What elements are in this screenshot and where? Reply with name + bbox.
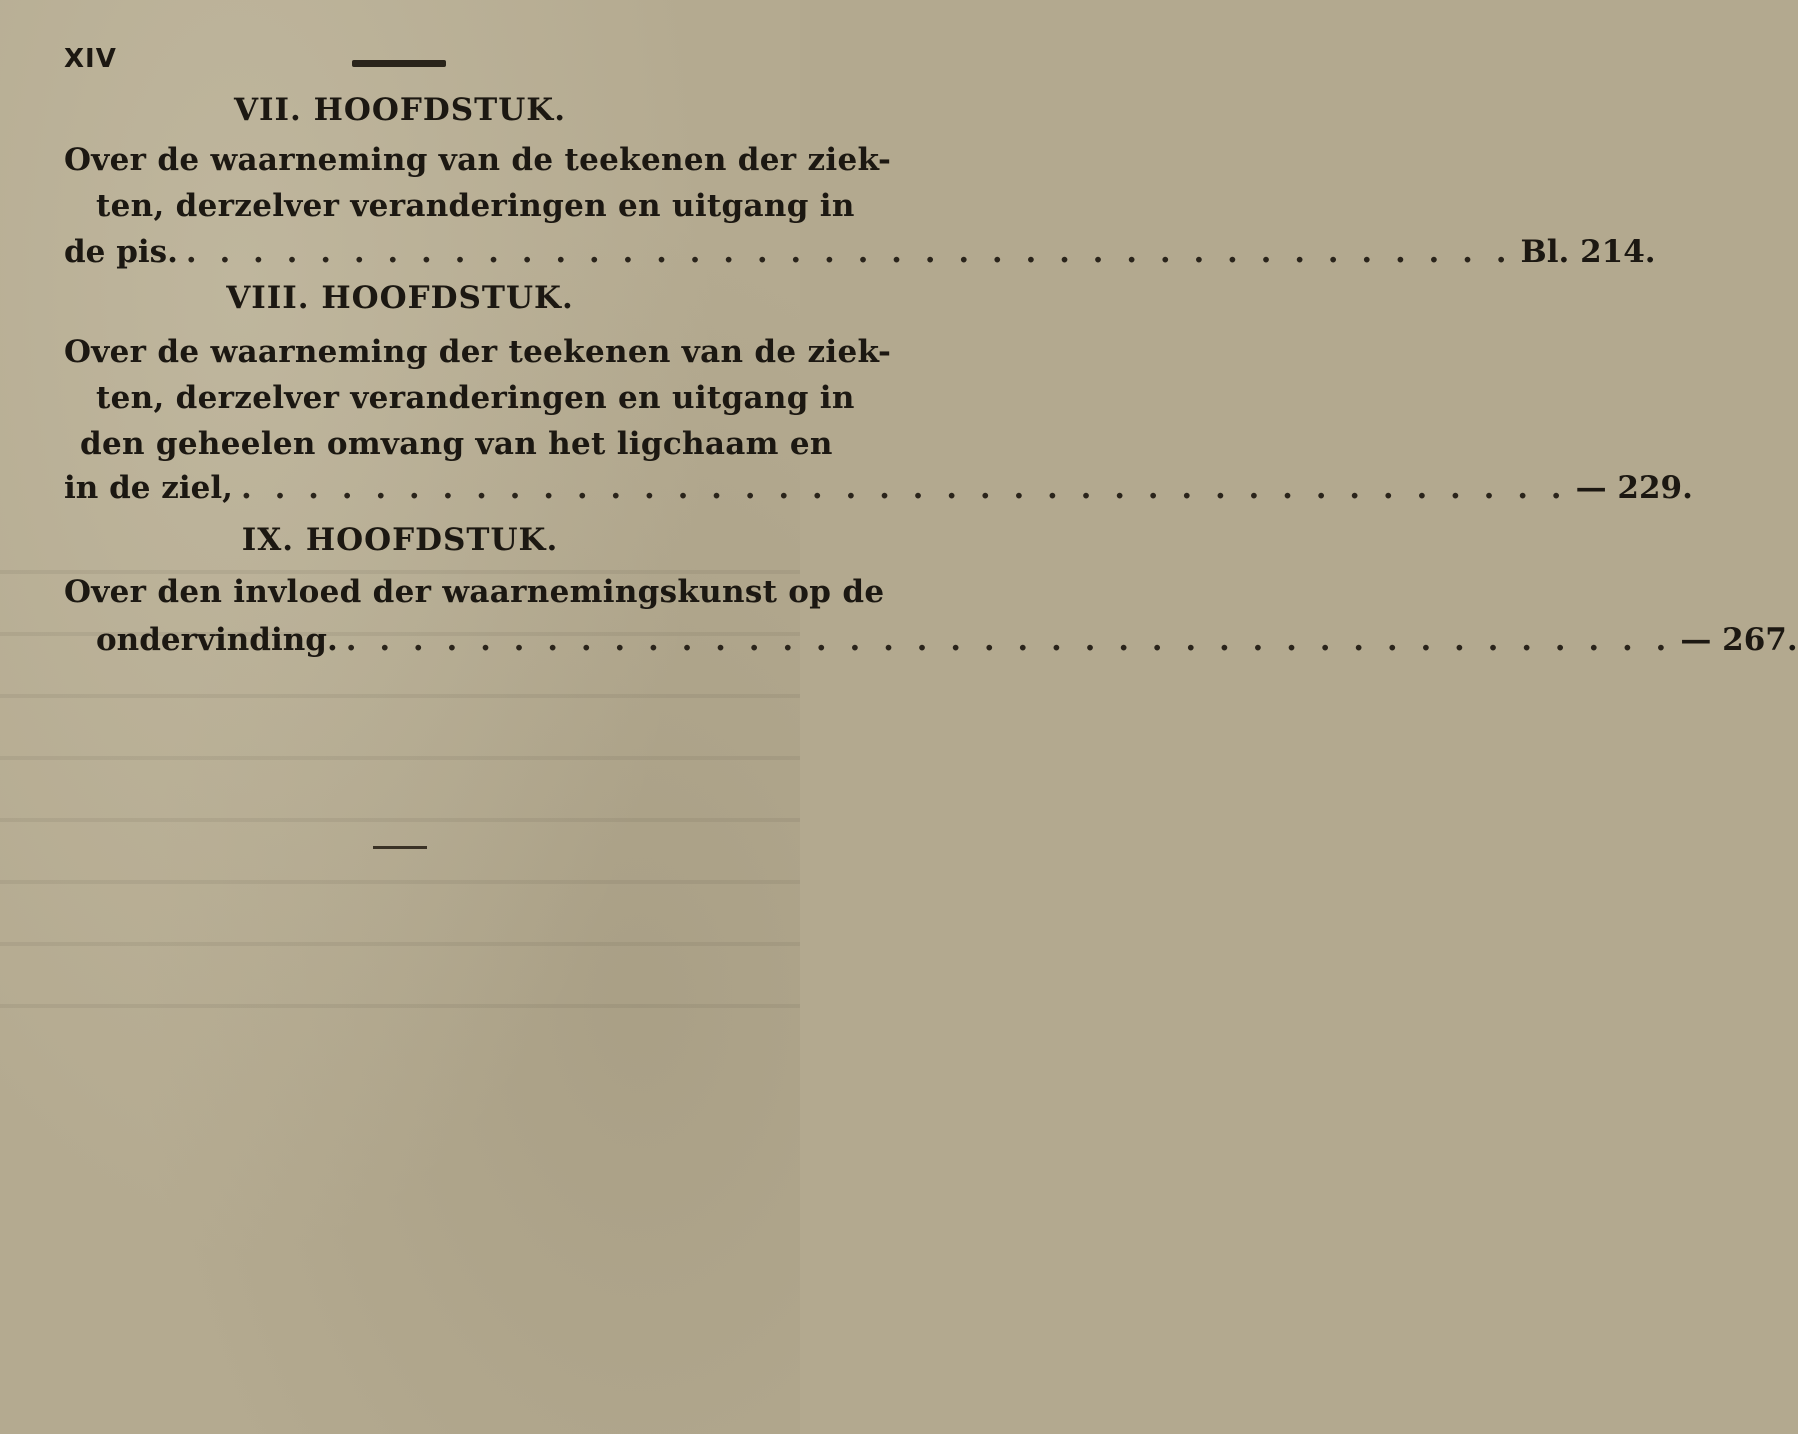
entry-lead-text: ondervinding. (96, 622, 338, 658)
entry-last-line (64, 470, 1693, 506)
chapter-heading-viii: VIII. HOOFDSTUK. (226, 280, 574, 316)
entry-last-line (64, 622, 1798, 658)
page-reference: — 229. (1575, 470, 1693, 506)
chapter-heading-vii: VII. HOOFDSTUK. (233, 92, 567, 128)
entry-line: Over den invloed der waarnemingskunst op de (64, 574, 885, 610)
entry-lead-text: in de ziel, (64, 470, 233, 506)
dot-leader (186, 234, 1513, 270)
dot-leader (346, 622, 1673, 658)
entry-line: ten, derzelver veranderingen en uitgang in (96, 380, 855, 416)
entry-last-line (64, 234, 1656, 270)
header-ornament (352, 60, 446, 67)
section-divider (373, 846, 427, 849)
page-reference: Bl. 214. (1520, 234, 1656, 270)
entry-line: ten, derzelver veranderingen en uitgang in (96, 188, 855, 224)
entry-line: den geheelen omvang van het ligchaam en (80, 426, 833, 462)
bleed-through-texture (0, 540, 800, 1040)
entry-lead-text: de pis. (64, 234, 178, 270)
chapter-heading-ix: IX. HOOFDSTUK. (241, 522, 559, 558)
entry-line: Over de waarneming der teekenen van de ziek- (64, 334, 892, 370)
entry-line: Over de waarneming van de teekenen der ziek- (64, 142, 892, 178)
dot-leader (241, 470, 1568, 506)
page-number: XIV (64, 44, 117, 74)
page-reference: — 267. (1680, 622, 1798, 658)
